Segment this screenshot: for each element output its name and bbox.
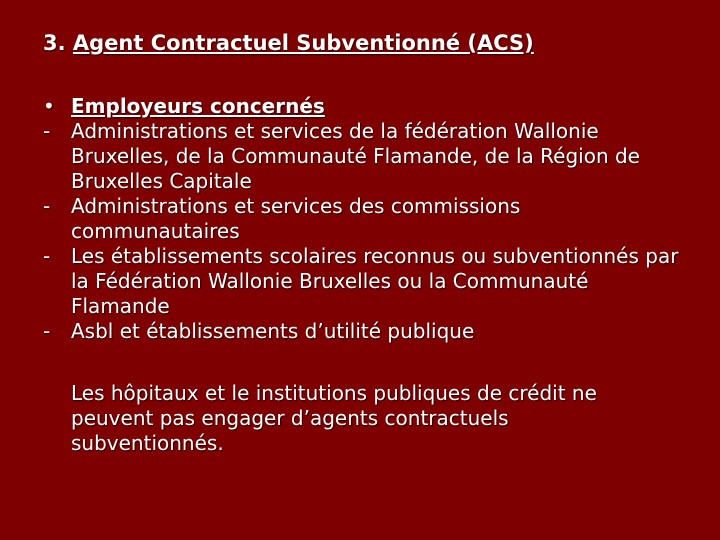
dash-marker: - <box>43 244 51 268</box>
dash-item-1 <box>43 119 683 194</box>
item-text: Les établissements scolaires reconnus ou subventionnés par la Fédération Wallonie Bruxelles ou la Communauté Flamande <box>71 244 679 318</box>
dash-item-3 <box>43 244 683 319</box>
bullet-marker: • <box>43 94 55 118</box>
dash-item-2 <box>43 194 683 244</box>
content-list <box>43 94 683 344</box>
item-text: Administrations et services des commissions communautaires <box>71 194 521 243</box>
dash-marker: - <box>43 119 51 143</box>
title-text: Agent Contractuel Subventionné (ACS) <box>72 31 534 55</box>
employers-heading: Employeurs concernés <box>71 94 325 118</box>
note-paragraph: Les hôpitaux et le institutions publiques de crédit ne peuvent pas engager d’agents contractuels subventionnés. <box>71 381 597 455</box>
bullet-item <box>43 94 683 119</box>
item-text: Administrations et services de la fédération Wallonie Bruxelles, de la Communauté Flamande, de la Région de Bruxelles Capitale <box>71 119 640 193</box>
slide-title <box>43 28 693 58</box>
dash-item-4 <box>43 319 683 344</box>
title-number: 3. <box>43 31 66 55</box>
dash-marker: - <box>43 194 51 218</box>
item-text: Asbl et établissements d’utilité publique <box>71 319 475 343</box>
dash-marker: - <box>43 319 51 343</box>
